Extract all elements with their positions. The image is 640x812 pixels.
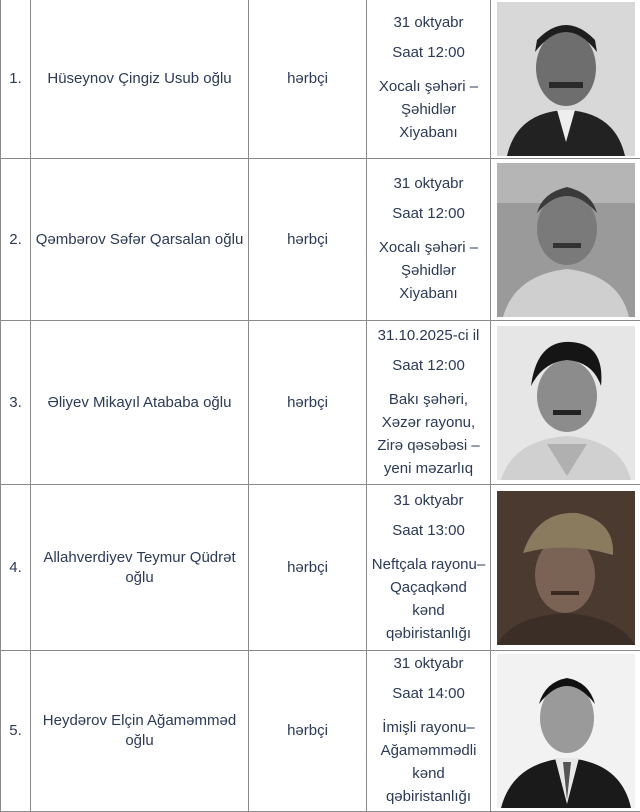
portrait-photo-icon <box>497 654 635 808</box>
table-row <box>1 651 640 812</box>
photo-cell <box>491 159 640 321</box>
photo-cell <box>491 485 640 651</box>
person-name: Allahverdiyev Teymur Qüdrət oğlu <box>31 485 249 651</box>
row-number: 3. <box>1 321 31 485</box>
table-row <box>1 321 640 485</box>
person-status: hərbçi <box>249 159 367 321</box>
person-name: Əliyev Mikayıl Atababa oğlu <box>31 321 249 485</box>
person-name: Heydərov Elçin Ağaməmməd oğlu <box>31 651 249 812</box>
photo-cell <box>491 321 640 485</box>
table-row <box>1 485 640 651</box>
person-status: hərbçi <box>249 485 367 651</box>
burial-time: Saat 12:00 <box>392 204 465 224</box>
burial-time: Saat 14:00 <box>392 684 465 704</box>
portrait-photo-icon <box>497 326 635 480</box>
burial-date: 31 oktyabr <box>393 654 463 674</box>
burial-place: Bakı şəhəri, Xəzər rayonu, Zirə qəsəbəsi – yeni məzarlıq <box>377 388 480 480</box>
row-number: 4. <box>1 485 31 651</box>
burial-details <box>367 159 491 321</box>
burial-details <box>367 485 491 651</box>
burial-details <box>367 0 491 159</box>
portrait-photo-icon <box>497 2 635 156</box>
photo-cell <box>491 651 640 812</box>
burial-time: Saat 13:00 <box>392 521 465 541</box>
row-number: 5. <box>1 651 31 812</box>
burial-time: Saat 12:00 <box>392 43 465 63</box>
burial-place: Neftçala rayonu– Qaçaqkənd kənd qəbiristanlığı <box>372 553 485 645</box>
portrait-photo-icon <box>497 163 635 317</box>
burial-details <box>367 651 491 812</box>
photo-cell <box>491 0 640 159</box>
burial-time: Saat 12:00 <box>392 356 465 376</box>
portrait-photo-icon <box>497 491 635 645</box>
table-row <box>1 159 640 321</box>
burial-place: Xocalı şəhəri – Şəhidlər Xiyabanı <box>379 75 478 144</box>
person-name: Hüseynov Çingiz Usub oğlu <box>31 0 249 159</box>
table-row <box>1 0 640 159</box>
burial-place: Xocalı şəhəri – Şəhidlər Xiyabanı <box>379 236 478 305</box>
person-status: hərbçi <box>249 0 367 159</box>
person-name: Qəmbərov Səfər Qarsalan oğlu <box>31 159 249 321</box>
burial-details <box>367 321 491 485</box>
row-number: 1. <box>1 0 31 159</box>
burial-date: 31 oktyabr <box>393 13 463 33</box>
burial-place: İmişli rayonu– Ağaməmmədli kənd qəbiristanlığı <box>381 716 477 808</box>
person-status: hərbçi <box>249 321 367 485</box>
row-number: 2. <box>1 159 31 321</box>
burial-date: 31.10.2025-ci il <box>378 326 480 346</box>
burial-date: 31 oktyabr <box>393 491 463 511</box>
person-status: hərbçi <box>249 651 367 812</box>
burial-date: 31 oktyabr <box>393 174 463 194</box>
